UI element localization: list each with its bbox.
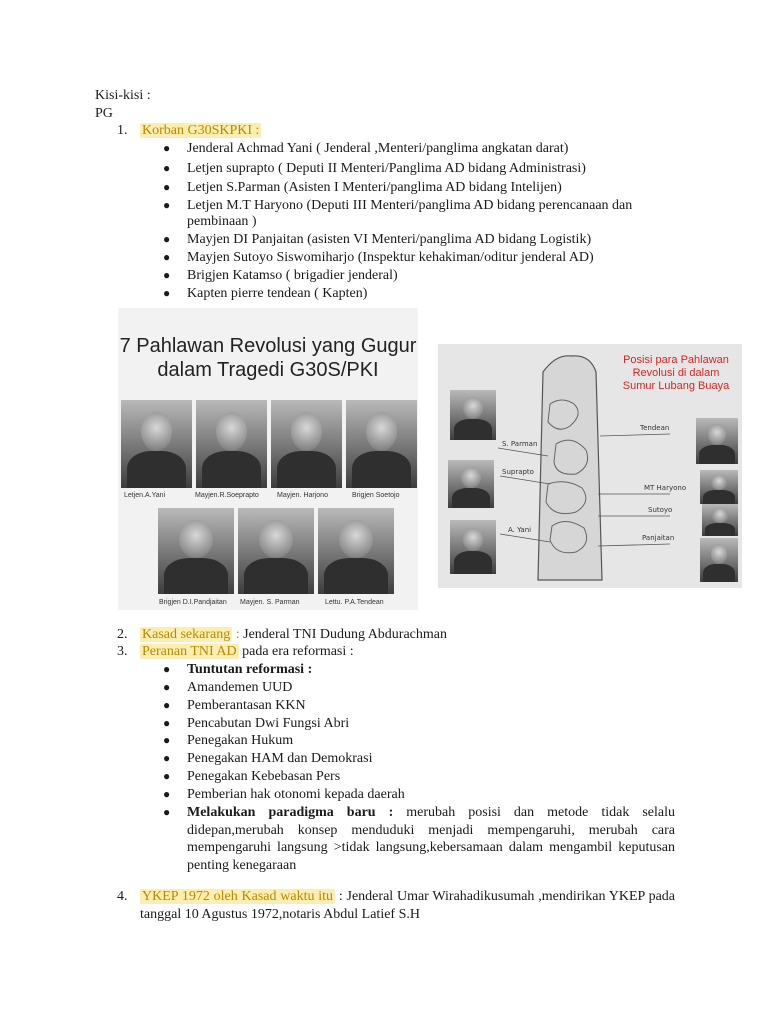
portrait-photo bbox=[158, 508, 234, 594]
portrait-photo bbox=[196, 400, 267, 488]
sketch-label: Tendean bbox=[640, 424, 670, 432]
list-item: Tuntutan reformasi : bbox=[187, 662, 313, 677]
sketch-label: MT Haryono bbox=[644, 484, 687, 492]
portrait-caption: Letjen.A.Yani bbox=[124, 492, 166, 499]
header-line-2: PG bbox=[95, 106, 113, 121]
bullet-icon: ● bbox=[163, 680, 171, 694]
portrait-photo bbox=[318, 508, 394, 594]
list-item: Amandemen UUD bbox=[187, 680, 293, 695]
list-item: Kapten pierre tendean ( Kapten) bbox=[187, 286, 368, 301]
list-item: Letjen M.T Haryono (Deputi III Menteri/panglima AD bidang perencanaan dan bbox=[187, 198, 633, 213]
list-item: Pemberian hak otonomi kepada daerah bbox=[187, 787, 405, 802]
bullet-icon: ● bbox=[163, 716, 171, 730]
portrait-photo bbox=[450, 520, 496, 574]
list-item: Penegakan Kebebasan Pers bbox=[187, 769, 341, 784]
list-item: Penegakan HAM dan Demokrasi bbox=[187, 751, 373, 766]
list-item: Mayjen Sutoyo Siswomiharjo (Inspektur kehakiman/oditur jenderal AD) bbox=[187, 250, 594, 265]
portrait-caption: Mayjen. S. Parman bbox=[240, 599, 300, 606]
bullet-icon: ● bbox=[163, 286, 171, 300]
section-3-line bbox=[140, 643, 354, 660]
portrait-photo bbox=[346, 400, 417, 488]
heroes-photo-collage bbox=[118, 308, 418, 610]
section-3-rest: pada era reformasi : bbox=[238, 644, 354, 659]
list-item: Penegakan Hukum bbox=[187, 733, 294, 748]
paradigm-paragraph bbox=[187, 804, 675, 874]
section-2-number: 2. bbox=[117, 627, 128, 642]
portrait-photo bbox=[700, 538, 738, 582]
portrait-caption: Mayjen. Harjono bbox=[277, 492, 328, 499]
section-2-colon: : bbox=[232, 627, 244, 642]
portrait-caption: Lettu. P.A.Tendean bbox=[325, 599, 384, 606]
portrait-photo bbox=[448, 460, 494, 508]
section-1-number: 1. bbox=[117, 123, 128, 138]
list-item: Letjen S.Parman (Asisten I Menteri/panglima AD bidang Intelijen) bbox=[187, 180, 562, 195]
header-line-1: Kisi-kisi : bbox=[95, 88, 151, 103]
portrait-photo bbox=[450, 390, 496, 440]
portrait-caption: Mayjen.R.Soeprapto bbox=[195, 492, 259, 499]
section-2-title: Kasad sekarang bbox=[142, 627, 231, 642]
paradigm-heading: Melakukan paradigma baru : bbox=[187, 805, 394, 820]
section-3-title: Peranan TNI AD bbox=[142, 644, 237, 659]
list-item: Pencabutan Dwi Fungsi Abri bbox=[187, 716, 350, 731]
bullet-icon: ● bbox=[163, 698, 171, 712]
portrait-photo bbox=[238, 508, 314, 594]
portrait-photo bbox=[702, 504, 738, 536]
list-item: Jenderal Achmad Yani ( Jenderal ,Menteri/panglima angkatan darat) bbox=[187, 141, 569, 156]
section-4-paragraph bbox=[140, 888, 675, 923]
bullet-icon: ● bbox=[163, 250, 171, 264]
section-2-answer: Jenderal TNI Dudung Abdurachman bbox=[243, 627, 447, 642]
sketch-title: Posisi para Pahlawan Revolusi di dalam Sumur Lubang Buaya bbox=[622, 354, 730, 392]
bullet-icon: ● bbox=[163, 733, 171, 747]
bullet-icon: ● bbox=[163, 141, 171, 155]
list-item: Pemberantasan KKN bbox=[187, 698, 306, 713]
bullet-icon: ● bbox=[163, 751, 171, 765]
sketch-label: S. Parman bbox=[502, 440, 538, 448]
bullet-icon: ● bbox=[163, 662, 171, 676]
portrait-photo bbox=[696, 418, 738, 464]
bullet-icon: ● bbox=[163, 805, 171, 819]
bullet-icon: ● bbox=[163, 161, 171, 175]
section-4-title: YKEP 1972 oleh Kasad waktu itu bbox=[142, 889, 334, 904]
section-1-title: Korban G30SKPKI : bbox=[142, 123, 260, 138]
collage-title-line-1: 7 Pahlawan Revolusi yang Gugur bbox=[119, 335, 417, 357]
section-4-text: : Jenderal Umar Wirahadikusumah ,mendirikan YKEP pada tanggal 10 Agustus 1972,notaris Abdul Latief S.H bbox=[140, 889, 676, 922]
section-1-heading bbox=[140, 122, 261, 139]
section-2-line bbox=[140, 626, 447, 643]
list-item: Brigjen Katamso ( brigadier jenderal) bbox=[187, 268, 398, 283]
bullet-icon: ● bbox=[163, 769, 171, 783]
paradigm-text: merubah posisi dan metode tidak selalu didepan,merubah konsep menduduki menjadi mempengaruhi, merubah cara mempengaruhi langsung >tidak langsung,kebersamaan dalam mengambil keputusan penting kenegaraan bbox=[187, 805, 676, 873]
portrait-photo bbox=[700, 470, 738, 504]
list-item: Letjen suprapto ( Deputi II Menteri/Panglima AD bidang Administrasi) bbox=[187, 161, 586, 176]
bullet-icon: ● bbox=[163, 180, 171, 194]
bullet-icon: ● bbox=[163, 232, 171, 246]
sketch-label: Sutoyo bbox=[648, 506, 673, 514]
portrait-caption: Brigjen Soetojo bbox=[352, 492, 400, 499]
collage-title bbox=[118, 334, 418, 382]
sketch-label: A. Yani bbox=[508, 526, 532, 534]
section-4-number: 4. bbox=[117, 889, 128, 904]
list-item-continuation: pembinaan ) bbox=[187, 214, 257, 229]
sketch-label: Panjaitan bbox=[642, 534, 675, 542]
bullet-icon: ● bbox=[163, 198, 171, 212]
lubang-buaya-well-sketch bbox=[438, 344, 742, 588]
bullet-icon: ● bbox=[163, 787, 171, 801]
collage-title-line-2: dalam Tragedi G30S/PKI bbox=[157, 359, 379, 381]
section-3-number: 3. bbox=[117, 644, 128, 659]
sketch-label: Suprapto bbox=[502, 468, 534, 476]
list-item: Mayjen DI Panjaitan (asisten VI Menteri/panglima AD bidang Logistik) bbox=[187, 232, 592, 247]
portrait-photo bbox=[271, 400, 342, 488]
portrait-caption: Brigjen D.I.Pandjaitan bbox=[159, 599, 227, 606]
bullet-icon: ● bbox=[163, 268, 171, 282]
portrait-photo bbox=[121, 400, 192, 488]
